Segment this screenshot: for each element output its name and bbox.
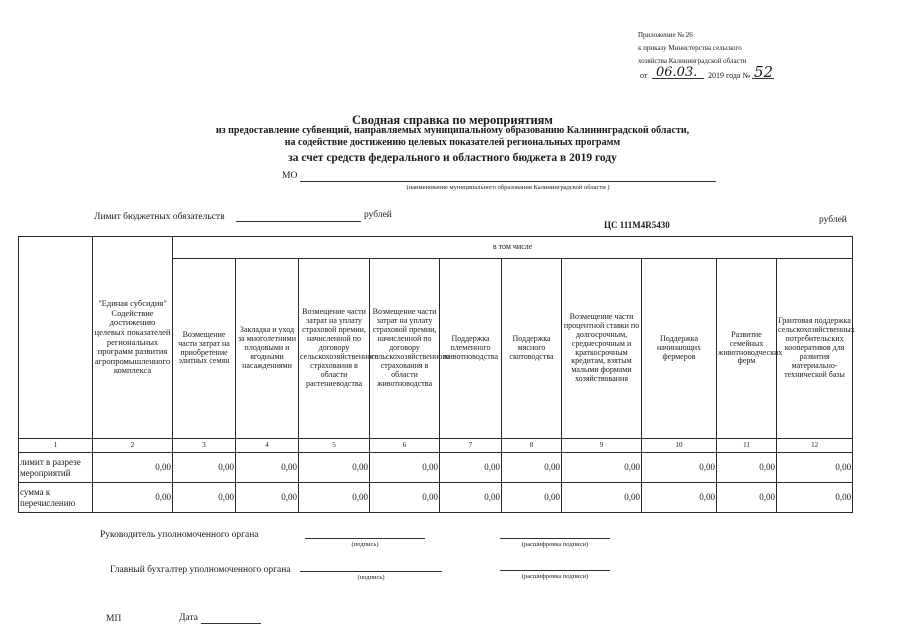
col-number: 8 [502,439,562,453]
col-number: 12 [777,439,853,453]
cs-code: ЦС 111М4R5430 [604,220,670,230]
value-cell: 0,00 [642,483,717,513]
value-cell: 0,00 [370,453,440,483]
title-line4: за счет средств федерального и областного бюджета в 2019 году [288,152,617,164]
col-number: 1 [19,439,93,453]
col-number: 4 [236,439,299,453]
header-unified-subsidy: "Единая субсидия" Содействие достижению целевых показателей региональных программ развития агропромышленного комплекса [93,237,173,439]
value-cell: 0,00 [93,453,173,483]
appendix-date-year: 2019 года № [708,71,751,80]
appendix-line1: Приложение № 26 [638,31,693,39]
mo-hint: (наименование муниципального образования Калининградской области ) [406,184,610,191]
header-col-5: Возмещение части затрат на уплату страховой премии, начисленной по договору сельскохозяйственного страхования в области растениеводства [299,259,370,439]
col-number: 10 [642,439,717,453]
col-number: 9 [562,439,642,453]
header-col-10: Поддержка начинающих фермеров [642,259,717,439]
limit-label: Лимит бюджетных обязательств [94,212,225,222]
head-sign-hint: (подпись) [351,541,379,548]
accountant-decode-hint: (расшифровка подписи) [521,573,589,580]
date-label: Дата [179,613,198,623]
head-signature-label: Руководитель уполномоченного органа [100,530,259,540]
date-line [201,623,261,624]
title-line3: на содействие достижению целевых показателей региональных программ [284,137,621,148]
title-line2: из предоставление субвенций, направляемых муниципальному образованию Калининградской области, [215,125,690,136]
value-cell: 0,00 [717,453,777,483]
limit-unit-right: рублей [819,215,847,225]
number-underline [752,78,774,79]
value-cell: 0,00 [236,483,299,513]
stamp-place-label: МП [106,614,122,624]
limit-unit: рублей [364,210,392,220]
value-cell: 0,00 [93,483,173,513]
accountant-signature-label: Главный бухгалтер уполномоченного органа [110,565,291,575]
header-col-8: Поддержка мясного скотоводства [502,259,562,439]
row-label: сумма к перечислению [19,483,93,513]
value-cell: 0,00 [562,483,642,513]
appendix-line3: хозяйства Калининградской области [638,57,747,65]
value-cell: 0,00 [777,483,853,513]
mo-label: МО [282,171,298,181]
col-number: 6 [370,439,440,453]
appendix-date-handwritten: 06.03. [656,65,698,80]
value-cell: 0,00 [502,453,562,483]
header-col-12: Грантовая поддержка сельскохозяйственных потребительских кооперативов для развития материально-технической базы [777,259,853,439]
mo-underline [300,181,716,182]
value-cell: 0,00 [642,453,717,483]
col-number: 7 [440,439,502,453]
value-cell: 0,00 [440,453,502,483]
value-cell: 0,00 [370,483,440,513]
header-col-3: Возмещение части затрат на приобретение элитных семян [173,259,236,439]
value-cell: 0,00 [777,453,853,483]
accountant-sign-hint: (подпись) [357,574,385,581]
appendix-line2: к приказу Министерства сельского [638,44,742,52]
value-cell: 0,00 [173,483,236,513]
value-cell: 0,00 [236,453,299,483]
header-empty-cell [19,237,93,439]
date-underline [652,78,704,79]
col-number: 11 [717,439,777,453]
head-decode-line [500,538,610,539]
value-cell: 0,00 [502,483,562,513]
value-cell: 0,00 [440,483,502,513]
col-number: 3 [173,439,236,453]
header-col-9: Возмещение части процентной ставки по долгосрочным, среднесрочным и краткосрочным кредитам, взятым малыми формами хозяйствования [562,259,642,439]
col-number: 5 [299,439,370,453]
header-col-4: Закладка и уход за многолетними плодовыми и ягодными насаждениями [236,259,299,439]
accountant-decode-line [500,570,610,571]
document-title: Сводная справка по мероприятиям [352,113,553,127]
value-cell: 0,00 [173,453,236,483]
value-cell: 0,00 [299,453,370,483]
value-cell: 0,00 [717,483,777,513]
head-sign-line [305,538,425,539]
summary-table [18,236,853,513]
appendix-date-prefix: от [640,71,648,80]
header-col-11: Развитие семейных животноводческих ферм [717,259,777,439]
col-number: 2 [93,439,173,453]
table-row-transfer [19,483,853,513]
header-including: в том числе [173,237,853,259]
header-col-6: Возмещение части затрат на уплату страховой премии, начисленной по договору сельскохозяйственного страхования в области животноводства [370,259,440,439]
appendix-number-handwritten: 52 [754,63,774,81]
head-decode-hint: (расшифровка подписи) [521,541,589,548]
accountant-sign-line [300,571,442,572]
value-cell: 0,00 [562,453,642,483]
row-label: лимит в разрезе мероприятий [19,453,93,483]
limit-underline [236,221,361,222]
header-col-7: Поддержка племенного животноводства [440,259,502,439]
table-row-limit [19,453,853,483]
value-cell: 0,00 [299,483,370,513]
